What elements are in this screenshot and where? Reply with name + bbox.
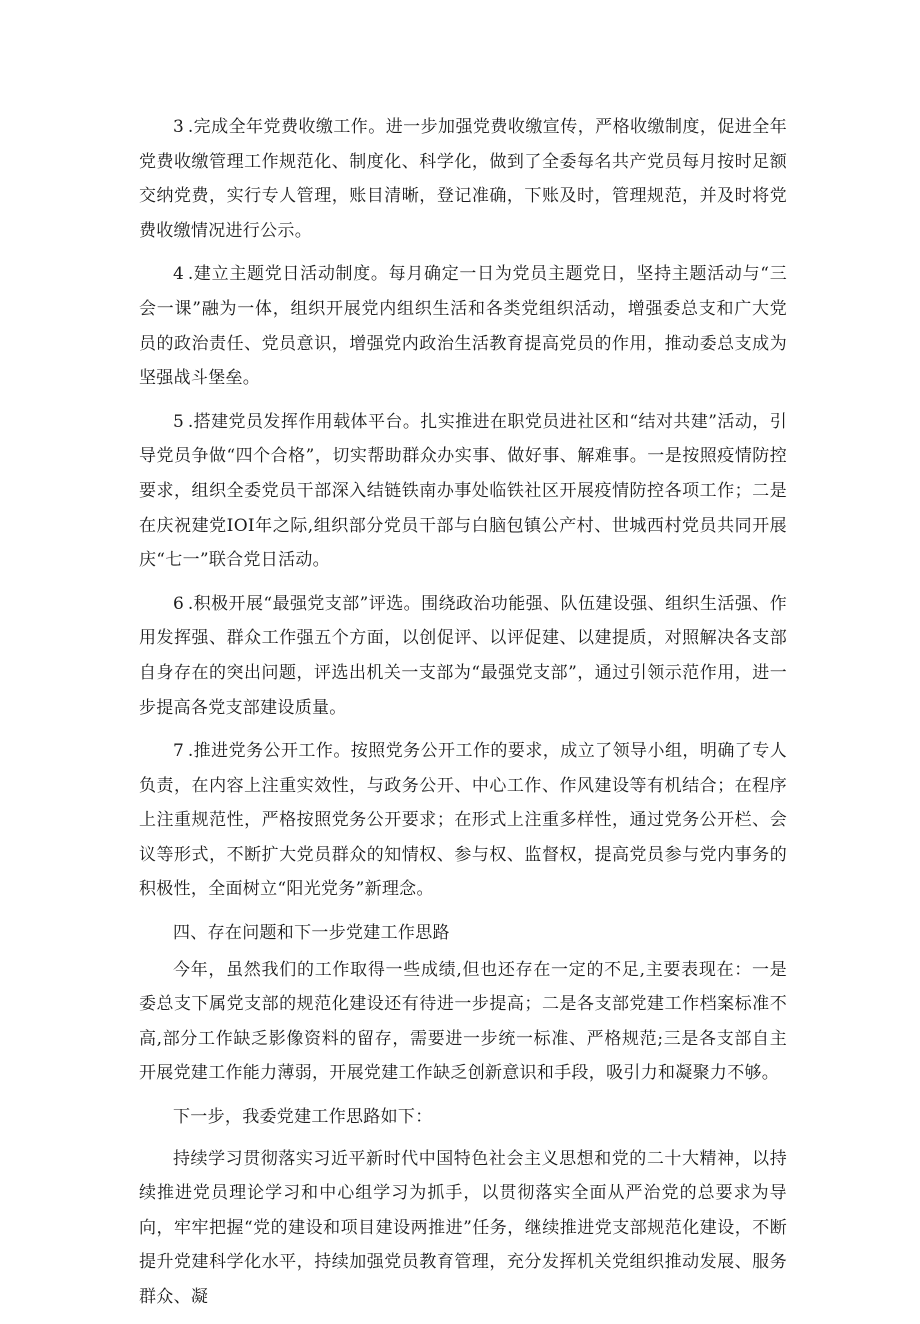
item-number: 3: [173, 117, 188, 137]
paragraph-text: .建立主题党日活动制度。每月确定一日为党员主题党日，坚持主题活动与“三会一课”融为一体，组织开展党内组织生活和各类党组织活动，增强委总支和广大党员的政治责任、党员意识，增强党内政治生活教育提高党员的作用，推动委总支成为坚强战斗堡垒。: [139, 264, 787, 389]
next-steps-paragraph: 持续学习贯彻落实习近平新时代中国特色社会主义思想和党的二十大精神，以持续推进党员理论学习和中心组学习为抓手，以贯彻落实全面从严治党的总要求为导向，牢牢把握“党的建设和项目建设两推进”任务，继续推进党支部规范化建设，不断提升党建科学化水平，持续加强党员教育管理，充分发挥机关党组织推动发展、服务群众、凝: [139, 1148, 787, 1307]
section-heading: 四、存在问题和下一步党建工作思路: [173, 923, 450, 944]
problems-paragraph: 今年，虽然我们的工作取得一些成绩,但也还存在一定的不足,主要表现在：一是委总支下属党支部的规范化建设还有待进一步提高；二是各支部党建工作档案标准不高,部分工作缺乏影像资料的留存，需要进一步统一标准、严格规范;三是各支部自主开展党建工作能力薄弱，开展党建工作缺乏创新意识和手段，吸引力和凝聚力不够。: [139, 959, 787, 1084]
paragraph-text: .搭建党员发挥作用载体平台。扎实推进在职党员进社区和“结对共建”活动，引导党员争做“四个合格”，切实帮助群众办实事、做好事、解难事。一是按照疫情防控要求，组织全委党员干部深入结链铁南办事处临铁社区开展疫情防控各项工作；二是在庆祝建党IOI年之际,组织部分党员干部与白脑包镇公产村、世城西村党员共同开展庆“七一”联合党日活动。: [139, 411, 787, 571]
next-steps-intro: 下一步，我委党建工作思路如下：: [173, 1107, 433, 1128]
paragraph-item-5: [139, 405, 787, 578]
paragraph-text: .完成全年党费收缴工作。进一步加强党费收缴宣传，严格收缴制度，促进全年党费收缴管理工作规范化、制度化、科学化，做到了全委每名共产党员每月按时足额交纳党费，实行专人管理，账目清晰，登记准确，下账及时，管理规范，并及时将党费收缴情况进行公示。: [139, 117, 787, 241]
paragraph-item-3: [139, 110, 787, 248]
paragraph-item-7: [139, 734, 787, 907]
paragraph-text: .积极开展“最强党支部”评选。围绕政治功能强、队伍建设强、组织生活强、作用发挥强、群众工作强五个方面，以创促评、以评促建、以建提质，对照解决各支部自身存在的突出问题，评选出机关一支部为“最强党支部”，通过引领示范作用，进一步提高各党支部建设质量。: [139, 593, 787, 718]
paragraph-text: .推进党务公开工作。按照党务公开工作的要求，成立了领导小组，明确了专人负责，在内容上注重实效性，与政务公开、中心工作、作风建设等有机结合；在程序上注重规范性，严格按照党务公开要求；在形式上注重多样性，通过党务公开栏、会议等形式，不断扩大党员群众的知情权、参与权、监督权，提高党员参与党内事务的积极性，全面树立“阳光党务”新理念。: [139, 741, 787, 900]
item-number: 7: [173, 741, 188, 762]
item-number: 5: [173, 411, 188, 432]
paragraph-item-4: [139, 257, 787, 395]
paragraph-item-6: [139, 587, 787, 725]
item-number: 4: [173, 264, 188, 285]
document-body: [139, 110, 787, 1324]
item-number: 6: [173, 593, 188, 614]
